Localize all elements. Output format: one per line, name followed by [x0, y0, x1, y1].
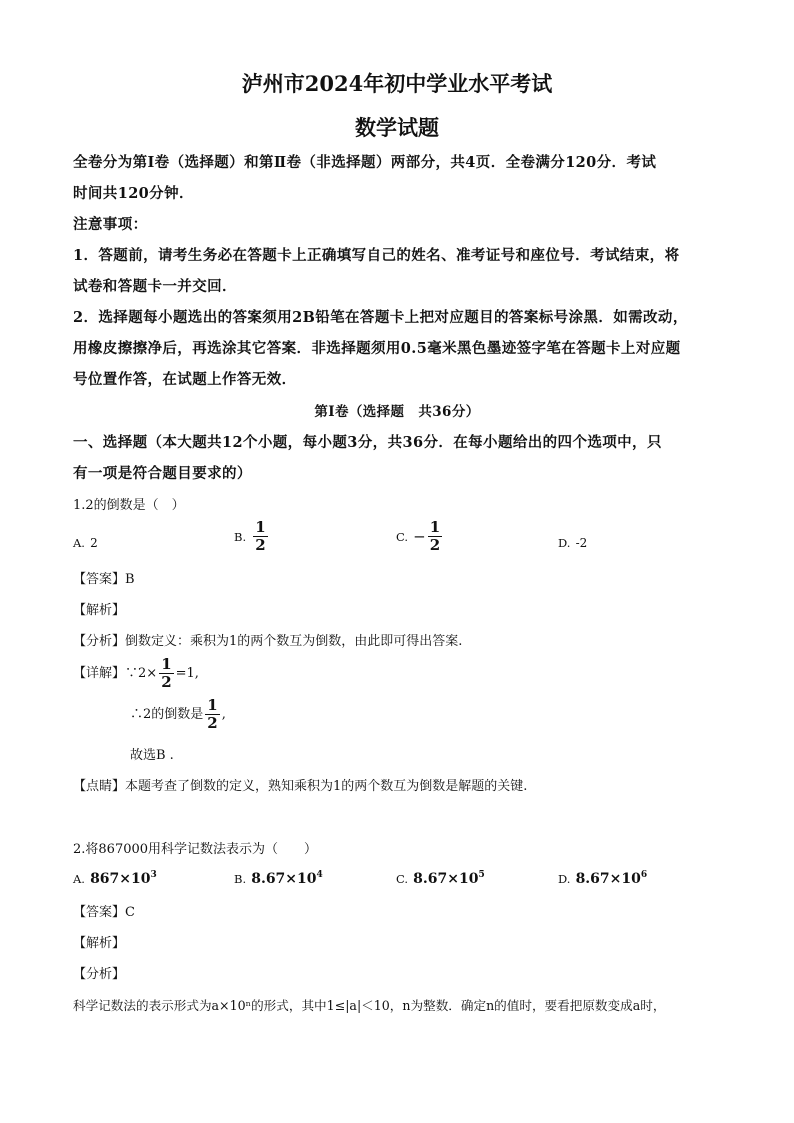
intro-line-1: 全卷分为第Ⅰ卷（选择题）和第Ⅱ卷（非选择题）两部分，共4页．全卷满分120分．考试: [73, 154, 657, 171]
q2-option-c: [396, 868, 485, 887]
fraction: $\frac{1}{2}$: [207, 696, 218, 732]
detail-text: =1,: [175, 666, 199, 681]
detail-text: ∵2×: [125, 666, 158, 681]
notice-item-2-line-2: 用橡皮擦擦净后，再选涂其它答案．非选择题须用0.5毫米黑色墨迹签字笔在答题卡上对应题: [73, 340, 681, 357]
q1-detail-line-2: [130, 698, 226, 731]
q2-fenxi-text: 科学记数法的表示形式为a×10ⁿ的形式，其中1≤|a|＜10，n为整数．确定n的值时，要看把原数变成a时，: [73, 998, 666, 1013]
minus-sign: −: [413, 527, 426, 546]
fraction: $\frac{1}{2}$: [161, 655, 172, 691]
section-1-line-2: 有一项是符合题目要求的）: [73, 465, 252, 482]
notice-item-2-line-3: 号位置作答，在试题上作答无效．: [73, 371, 297, 388]
comment-tag: 【点睛】: [73, 779, 126, 794]
option-label: D.: [558, 872, 571, 886]
q1-stem: 1.2的倒数是（ ）: [73, 498, 185, 513]
detail-text: ,: [221, 707, 226, 722]
option-label: A.: [73, 872, 85, 886]
notice-heading: 注意事项：: [73, 216, 148, 233]
answer-tag: 【答案】: [73, 572, 126, 587]
q2-analysis-tag: 【解析】: [73, 936, 126, 951]
section-1-line-1: 一、选择题（本大题共12个小题，每小题3分，共36分．在每小题给出的四个选项中，只: [73, 434, 662, 451]
notice-item-1-line-2: 试卷和答题卡一并交回．: [73, 278, 237, 295]
intro-line-2: 时间共120分钟．: [73, 185, 194, 202]
option-label: C.: [396, 530, 409, 544]
q2-option-a: [73, 868, 157, 887]
option-value: $867\times 10^3$: [90, 870, 157, 887]
q2-option-d: [558, 868, 647, 887]
q1-option-c: [396, 520, 444, 553]
q2-option-b: [234, 868, 323, 887]
q1-answer: [73, 568, 135, 587]
q1-option-b: [234, 520, 270, 553]
option-label: D.: [558, 536, 571, 550]
notice-item-1-line-1: 1．答题前，请考生务必在答题卡上正确填写自己的姓名、准考证号和座位号．考试结束，将: [73, 247, 680, 264]
notice-item-2-line-1: 2．选择题每小题选出的答案须用2B铅笔在答题卡上把对应题目的答案标号涂黑．如需改动，: [73, 309, 688, 326]
option-label: B.: [234, 530, 247, 544]
page-title: 泸州市2024年初中学业水平考试: [241, 71, 553, 96]
answer-value: B: [125, 572, 135, 587]
comment-text: 本题考查了倒数的定义，熟知乘积为1的两个数互为倒数是解题的关键.: [125, 779, 528, 794]
option-label: B.: [234, 872, 247, 886]
q1-analysis-tag: 【解析】: [73, 603, 126, 618]
option-label: C.: [396, 872, 409, 886]
option-value: $8.67\times 10^4$: [251, 870, 323, 887]
answer-tag: 【答案】: [73, 905, 126, 920]
option-value: $8.67\times 10^5$: [413, 870, 485, 887]
fraction: $\frac{1}{2}$: [255, 518, 266, 554]
fenxi-text: 倒数定义：乘积为1的两个数互为倒数，由此即可得出答案.: [125, 634, 463, 649]
q2-answer: [73, 901, 135, 920]
detail-tag: 【详解】: [73, 666, 126, 681]
fenxi-tag: 【分析】: [73, 634, 126, 649]
q2-fenxi-tag: 【分析】: [73, 967, 126, 982]
q1-option-a: [73, 532, 98, 551]
option-value: -2: [575, 536, 588, 550]
q2-stem: 2.将867000用科学记数法表示为（ ）: [73, 842, 318, 857]
part-1-heading: 第Ⅰ卷（选择题 共36分）: [314, 404, 480, 420]
option-label: A.: [73, 536, 85, 550]
fraction: $\frac{1}{2}$: [429, 518, 441, 554]
q1-detail-line-3: 故选B .: [130, 748, 174, 763]
q1-detail-line-1: [73, 657, 199, 690]
option-value: 2: [90, 536, 98, 550]
q1-option-d: [558, 532, 587, 551]
answer-value: C: [125, 905, 135, 920]
page-subtitle: 数学试题: [355, 115, 439, 140]
q1-comment: [73, 775, 527, 794]
detail-text: ∴2的倒数是: [130, 707, 204, 722]
option-value: $8.67\times 10^6$: [575, 870, 648, 887]
q1-fenxi: [73, 630, 462, 649]
